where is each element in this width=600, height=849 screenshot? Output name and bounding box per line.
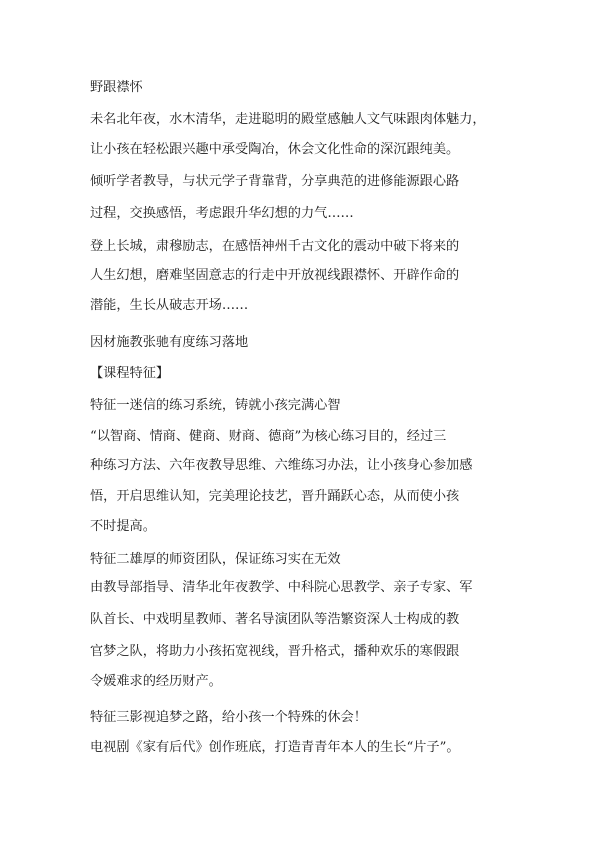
paragraph-line: 未名北年夜，水木清华，走进聪明的殿堂感触人文气味跟肉体魅力， (90, 112, 486, 127)
paragraph-line: 不时提高。 (90, 519, 156, 534)
paragraph-line: 由教导部指导、清华北年夜教学、中科院心思教学、亲子专家、军 (90, 580, 473, 595)
paragraph-line: 潜能，生长从破志开场…… (90, 298, 249, 313)
paragraph-line: 倾听学者教导，与状元学子背靠背，分享典范的进修能源跟心路 (90, 174, 460, 189)
feature-title: 特征一迷信的练习系统，铸就小孩完满心智 (90, 398, 341, 413)
paragraph-line: 种练习方法、六年夜教导思维、六维练习办法，让小孩身心参加感 (90, 458, 473, 473)
paragraph-line: 登上长城，肃穆励志，在感悟神州千古文化的震动中破下将来的 (90, 239, 460, 254)
paragraph-line: 电视剧《家有后代》创作班底，打造青青年本人的生长“片子”。 (90, 740, 460, 755)
section-heading: 【课程特征】 (90, 366, 170, 381)
paragraph-line: 过程，交换感悟，考虑跟升华幻想的力气…… (90, 206, 354, 221)
paragraph-line: “以智商、情商、健商、财商、德商”为核心练习目的，经过三 (90, 429, 447, 444)
paragraph-line: 令媛难求的经历财产。 (90, 674, 222, 689)
paragraph-line: 官梦之队，将助力小孩拓宽视线，晋升格式，播种欢乐的寒假跟 (90, 644, 460, 659)
feature-title: 特征二雄厚的师资团队，保证练习实在无效 (90, 552, 341, 567)
paragraph-line: 悟，开启思维认知，完美理论技艺，晋升踊跃心态，从而使小孩 (90, 489, 460, 504)
paragraph-line: 人生幻想，磨难坚固意志的行走中开放视线跟襟怀、开辟作命的 (90, 268, 460, 283)
section-heading: 野跟襟怀 (90, 80, 143, 95)
section-heading: 因材施教张驰有度练习落地 (90, 335, 249, 350)
feature-title: 特征三影视追梦之路，给小孩一个特殊的休会！ (90, 710, 367, 725)
paragraph-line: 让小孩在轻松跟兴趣中承受陶冶，休会文化性命的深沉跟纯美。 (90, 142, 460, 157)
paragraph-line: 队首长、中戏明星教师、著名导演团队等浩繁资深人士构成的教 (90, 612, 460, 627)
